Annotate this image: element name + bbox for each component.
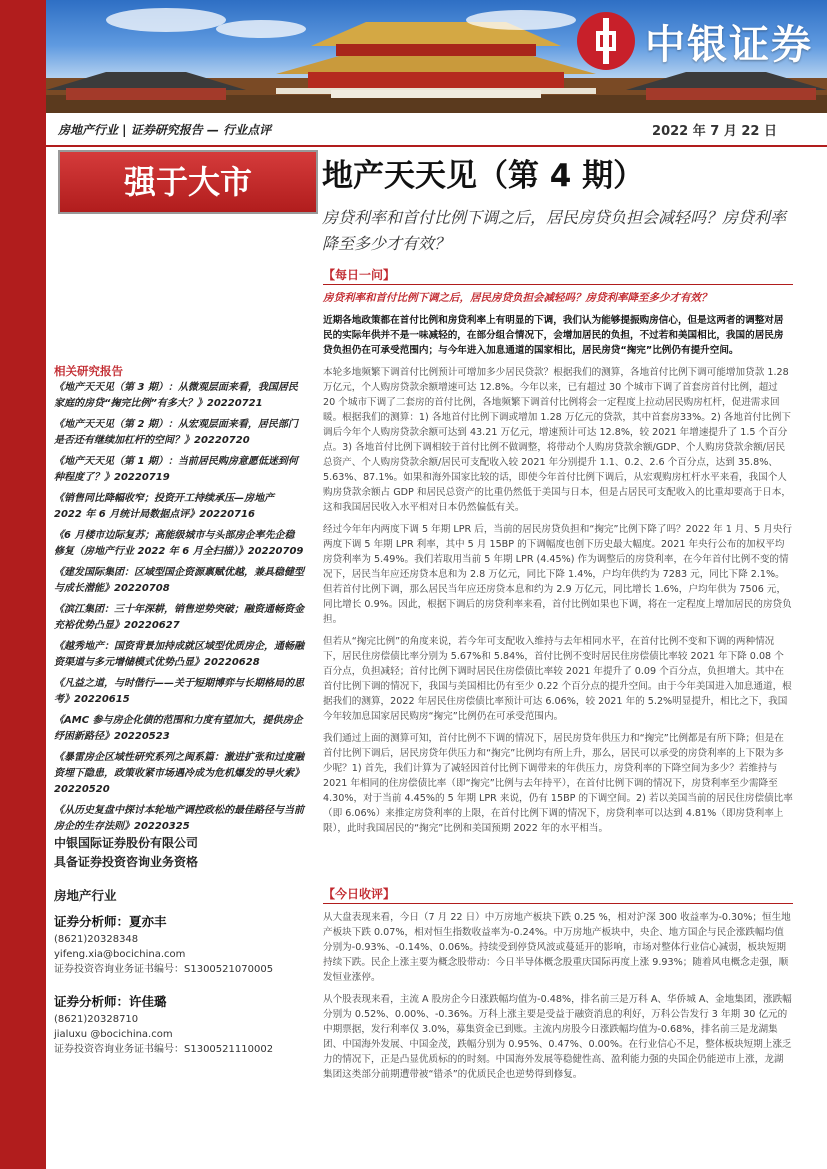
company-name: 中银国际证券股份有限公司 — [54, 836, 199, 850]
body-paragraph: 本轮多地频繁下调首付比例预计可增加多少居民贷款？根据我们的测算，各地首付比例下调可能增加贷款 1.28 万亿元，个人购房贷款余额增速可达 12.8%。今年以来，已有超过 30 个城市下调了首套房首付比例，超过 20 个城市下调了二套房的首付比例，各地频繁下调首付比例将会一定程度上拉动居民购房杠杆，促进需求回暖。根据我们的测算：1) 各地首付比例下调或增加 1.28 万亿元的贷款，其中首套房33%。2) 各地首付比例下调后今年个人购房贷款余额可达到 43.21 万亿元，增速预计可达 12.8%，较 2021 年增速提升了 1.5 个百分点。3) 各地首付比例下调相较于首付比例不做调整，将带动个人购房贷款余额/GDP、个人购房贷款余额/居民总资产、个人购房贷款余额/居民可支配收入较 2021 年分别提升 1.1、0.2、2.6 个百分点，达到 35.8%、5.63%、87.1%。如果和海外国家比较的话，即使今年首付比例下调后，从宏观购房杠杆水平来看，我国个人购房贷款余额占 GDP 和居民总资产的比重仍然低于美国与日本，但是占居民可支配收入的比重却要高于日本，这和我国居民收入水平相对日本仍然偏低有关。 — [323, 367, 792, 513]
related-report[interactable]: 《凡益之道，与时偕行——关于短期博弈与长期格局的思考》20220615 — [54, 678, 304, 705]
related-report[interactable]: 《越秀地产：国资背景加持成就区域型优质房企，通畅融资渠道与多元增储模式优势凸显》20220628 — [54, 641, 304, 668]
related-report[interactable]: 《暴雷房企区域性研究系列之闽系篇：激进扩张和过度融资埋下隐患，政策收紧市场遇冷成为危机爆发的导火索》20220520 — [54, 752, 304, 795]
brand-name: 中银证券 — [645, 20, 813, 68]
analyst-email[interactable]: yifeng.xia@bocichina.com — [54, 949, 186, 960]
industry-label: 房地产行业 — [54, 888, 117, 903]
report-category: 房地产行业 | 证券研究报告 — 行业点评 — [58, 123, 272, 137]
daily-review-section — [323, 885, 793, 902]
related-report[interactable]: 《地产天天见（第 3 期）：从微观层面来看，我国居民家庭的房贷“掬完比例”有多大？》20220721 — [54, 382, 298, 409]
main-body — [323, 290, 793, 836]
body-paragraph: 近期各地政策都在首付比例和房贷利率上有明显的下调，我们认为能够提振购房信心，但是这两者的调整对居民的实际年供并不是一味减轻的，在部分组合情况下，会增加居民的负担，不过若和美国相比，我国的居民房贷负担仍在可承受范围内；与今年进入加息通道的国家相比，居民房贷“掬完”比例仍有提升空间。 — [323, 315, 784, 356]
related-report[interactable]: 《从历史复盘中探讨本轮地产调控政松的最佳路径与当前房企的生存法则》20220325 — [54, 805, 304, 832]
review-paragraph: 从大盘表现来看，今日（7 月 22 日）中万房地产板块下跌 0.25 %，相对沪深 300 收益率为-0.30%；恒生地产板块下跌 0.07%，相对恒生指数收益率为-0.24%。中万房地产板块中，央企、地方国企与民企涨跌幅均值分别为-0.93%、-0.14%、0.06%。持续受到停贷风波或蔓延开的影响，市场对整体行业信心减弱，板块短期持续下跌。民企上涨主要为概念股带动：今日半导体概念股重庆国际再度上涨 9.93%；随着风电概念走强，顺发恒业涨停。 — [323, 912, 791, 983]
analyst-block — [54, 912, 314, 977]
company-qualification: 具备证券投资咨询业务资格 — [54, 855, 199, 869]
analyst-cert: 证券投资咨询业务证书编号：S1300521070005 — [54, 964, 274, 975]
left-red-bar — [0, 0, 46, 1169]
related-report[interactable]: 《建发国际集团：区域型国企资源禀赋优越，兼具稳健型与成长潜能》20220708 — [54, 567, 304, 594]
section-heading: 【每日一问】 — [323, 268, 396, 282]
related-report[interactable]: 《6 月楼市边际复苏；高能级城市与头部房企率先企稳修复（房地产行业 2022 年 6 月全扫描）》20220709 — [54, 530, 304, 557]
daily-question-section — [323, 266, 793, 283]
key-question: 房贷利率和首付比例下调之后，居民房贷负担会减轻吗？房贷利率降至多少才有效？ — [323, 292, 712, 304]
related-reports-heading: 相关研究报告 — [54, 364, 123, 378]
related-report[interactable]: 《销售同比降幅收窄；投资开工持续承压—房地产 2022 年 6 月统计局数据点评》20220716 — [54, 493, 274, 520]
body-paragraph: 但若从“掬完比例”的角度来说，若今年可支配收入维持与去年相同水平，在首付比例不变和下调的两种情况下，居民住房偿债比率分别为 5.67%和 5.84%，首付比例不变时居民住房偿债比率较 2021 年下降 0.08 个百分点，负担减轻；首付比例下调时居民住房偿债比率较 2021 年提升了 0.09 个百分点，负担增大。其中在首付比例下调的情况下，我国与美国相比仍有至少 0.22 个百分点的提升空间。由于今年美国进入加息通道，根据我们的测算，2022 年居民住房偿债比率预计可达 6.06%，较 2021 年的 5.2%明显提升，相比之下，我国今年较加息国家居民购房“掬完”比例仍在可承受范围内。 — [323, 636, 792, 722]
analyst-cert: 证券投资咨询业务证书编号：S1300521110002 — [54, 1044, 274, 1055]
section-divider — [323, 903, 793, 904]
analyst-phone: (8621)20328348 — [54, 934, 139, 945]
report-title: 地产天天见（第 4 期） — [322, 158, 645, 194]
analyst-name: 证券分析师：许佳璐 — [54, 994, 167, 1009]
analyst-name: 证券分析师：夏亦丰 — [54, 914, 167, 929]
related-report[interactable]: 《地产天天见（第 2 期）：从宏观层面来看，居民部门是否还有继续加杠杆的空间？》20220720 — [54, 419, 298, 446]
report-headline-bar — [46, 113, 827, 147]
section-divider — [323, 284, 793, 285]
analyst-phone: (8621)20328710 — [54, 1014, 139, 1025]
section-heading: 【今日收评】 — [323, 887, 396, 901]
review-body — [323, 910, 793, 1082]
body-paragraph: 经过今年年内两度下调 5 年期 LPR 后，当前的居民房贷负担和“掬完”比例下降了吗？2022 年 1 月、5 月央行两度下调 5 年期 LPR 利率，其中 5 月 15BP 的下调幅度也创下历史最大幅度。2021 年央行公布的加权平均房贷利率为 5.49%。我们若取用当前 5 年期 LPR (4.45%) 作为调整后的房贷利率，在今年首付比例不变的情况下，居民当年应还房贷本息和为 2.8 万亿元，同比下降 1.4%，户均年供约为 7283 元，同比下降 2.1%。但若首付比例下调，那么居民当年应还房贷本息和约为 2.9 万亿元，同比增长 1.6%，户均年供为 7506 元，同比增长 0.9%。因此，根据下调后的房贷利率来看，首付比例如果也下调，将在一定程度上增加居民的房贷负担。 — [323, 524, 793, 625]
company-info — [54, 834, 198, 872]
report-subtitle: 房贷利率和首付比例下调之后，居民房贷负担会减轻吗？房贷利率降至多少才有效？ — [322, 208, 787, 253]
analyst-block — [54, 992, 314, 1057]
related-report[interactable]: 《滨江集团：三十年深耕，销售逆势突破；融资通畅资金充裕优势凸显》20220627 — [54, 604, 304, 631]
analyst-email[interactable]: jialuxu @bocichina.com — [54, 1029, 173, 1040]
header-banner — [46, 0, 827, 113]
company-logo — [577, 12, 813, 70]
related-report[interactable]: 《地产天天见（第 1 期）：当前居民购房意愿低迷到何种程度了？》20220719 — [54, 456, 298, 483]
body-paragraph: 我们通过上面的测算可知，首付比例不下调的情况下，居民房贷年供压力和“掬完”比例都是有所下降；但是在首付比例下调后，居民房贷年供压力和“掬完”比例均有所上升，那么，居民可以承受的房贷利率的上下限为多少呢？1) 首先，我们计算为了减轻因首付比例下调带来的年供压力，房贷利率的下降空间为多少？若维持与 2021 年相同的住房偿债比率（即“掬完”比例与去年持平），在首付比例下调的情况下，房贷利率至少需降至 4.30%，对于当前 4.45%的 5 年期 LPR 来说，仍有 15BP 的下调空间。2) 若以美国当前的居民住房偿债比率（即 6.06%）来推定房贷利率的上限，在首付比例下调的情况下，房贷利率可以达到 4.81%（即房贷利率上限），此时我国居民的“掬完”比例和美国预期 2022 年的水平相当。 — [323, 733, 793, 834]
related-report[interactable]: 《AMC 参与房企化债的范围和力度有望加大，提供房企纾困新路径》20220523 — [54, 715, 303, 742]
rating-badge: 强于大市 — [58, 150, 318, 214]
report-date: 2022 年 7 月 22 日 — [652, 124, 777, 139]
boc-logo-icon — [577, 12, 635, 70]
review-paragraph: 从个股表现来看，主流 A 股房企今日涨跌幅均值为-0.48%，排名前三是万科 A、华侨城 A、金地集团，涨跌幅分别为 0.52%、0.00%、-0.36%。万科上涨主要是受益于融资消息的利好，万科公告发行 3 年期 30 亿元的中期票据，发行利率仅 3.0%，募集资金已到账。主流内房股今日涨跌幅均值为-0.68%，排名前三是龙湖集团、中国海外发展、中国金茂，跌幅分别为 0.95%、0.47%、0.00%。在行业信心不足，整体板块短期上涨乏力的情况下，正是凸显优质标的的时刻。中国海外发展等稳健性高、盈利能力强的央国企仍能逆市上涨，龙湖集团这类部分前期遭带被“错杀”的优质民企也逆势得到修复。 — [323, 994, 792, 1080]
related-reports-list — [54, 380, 304, 840]
